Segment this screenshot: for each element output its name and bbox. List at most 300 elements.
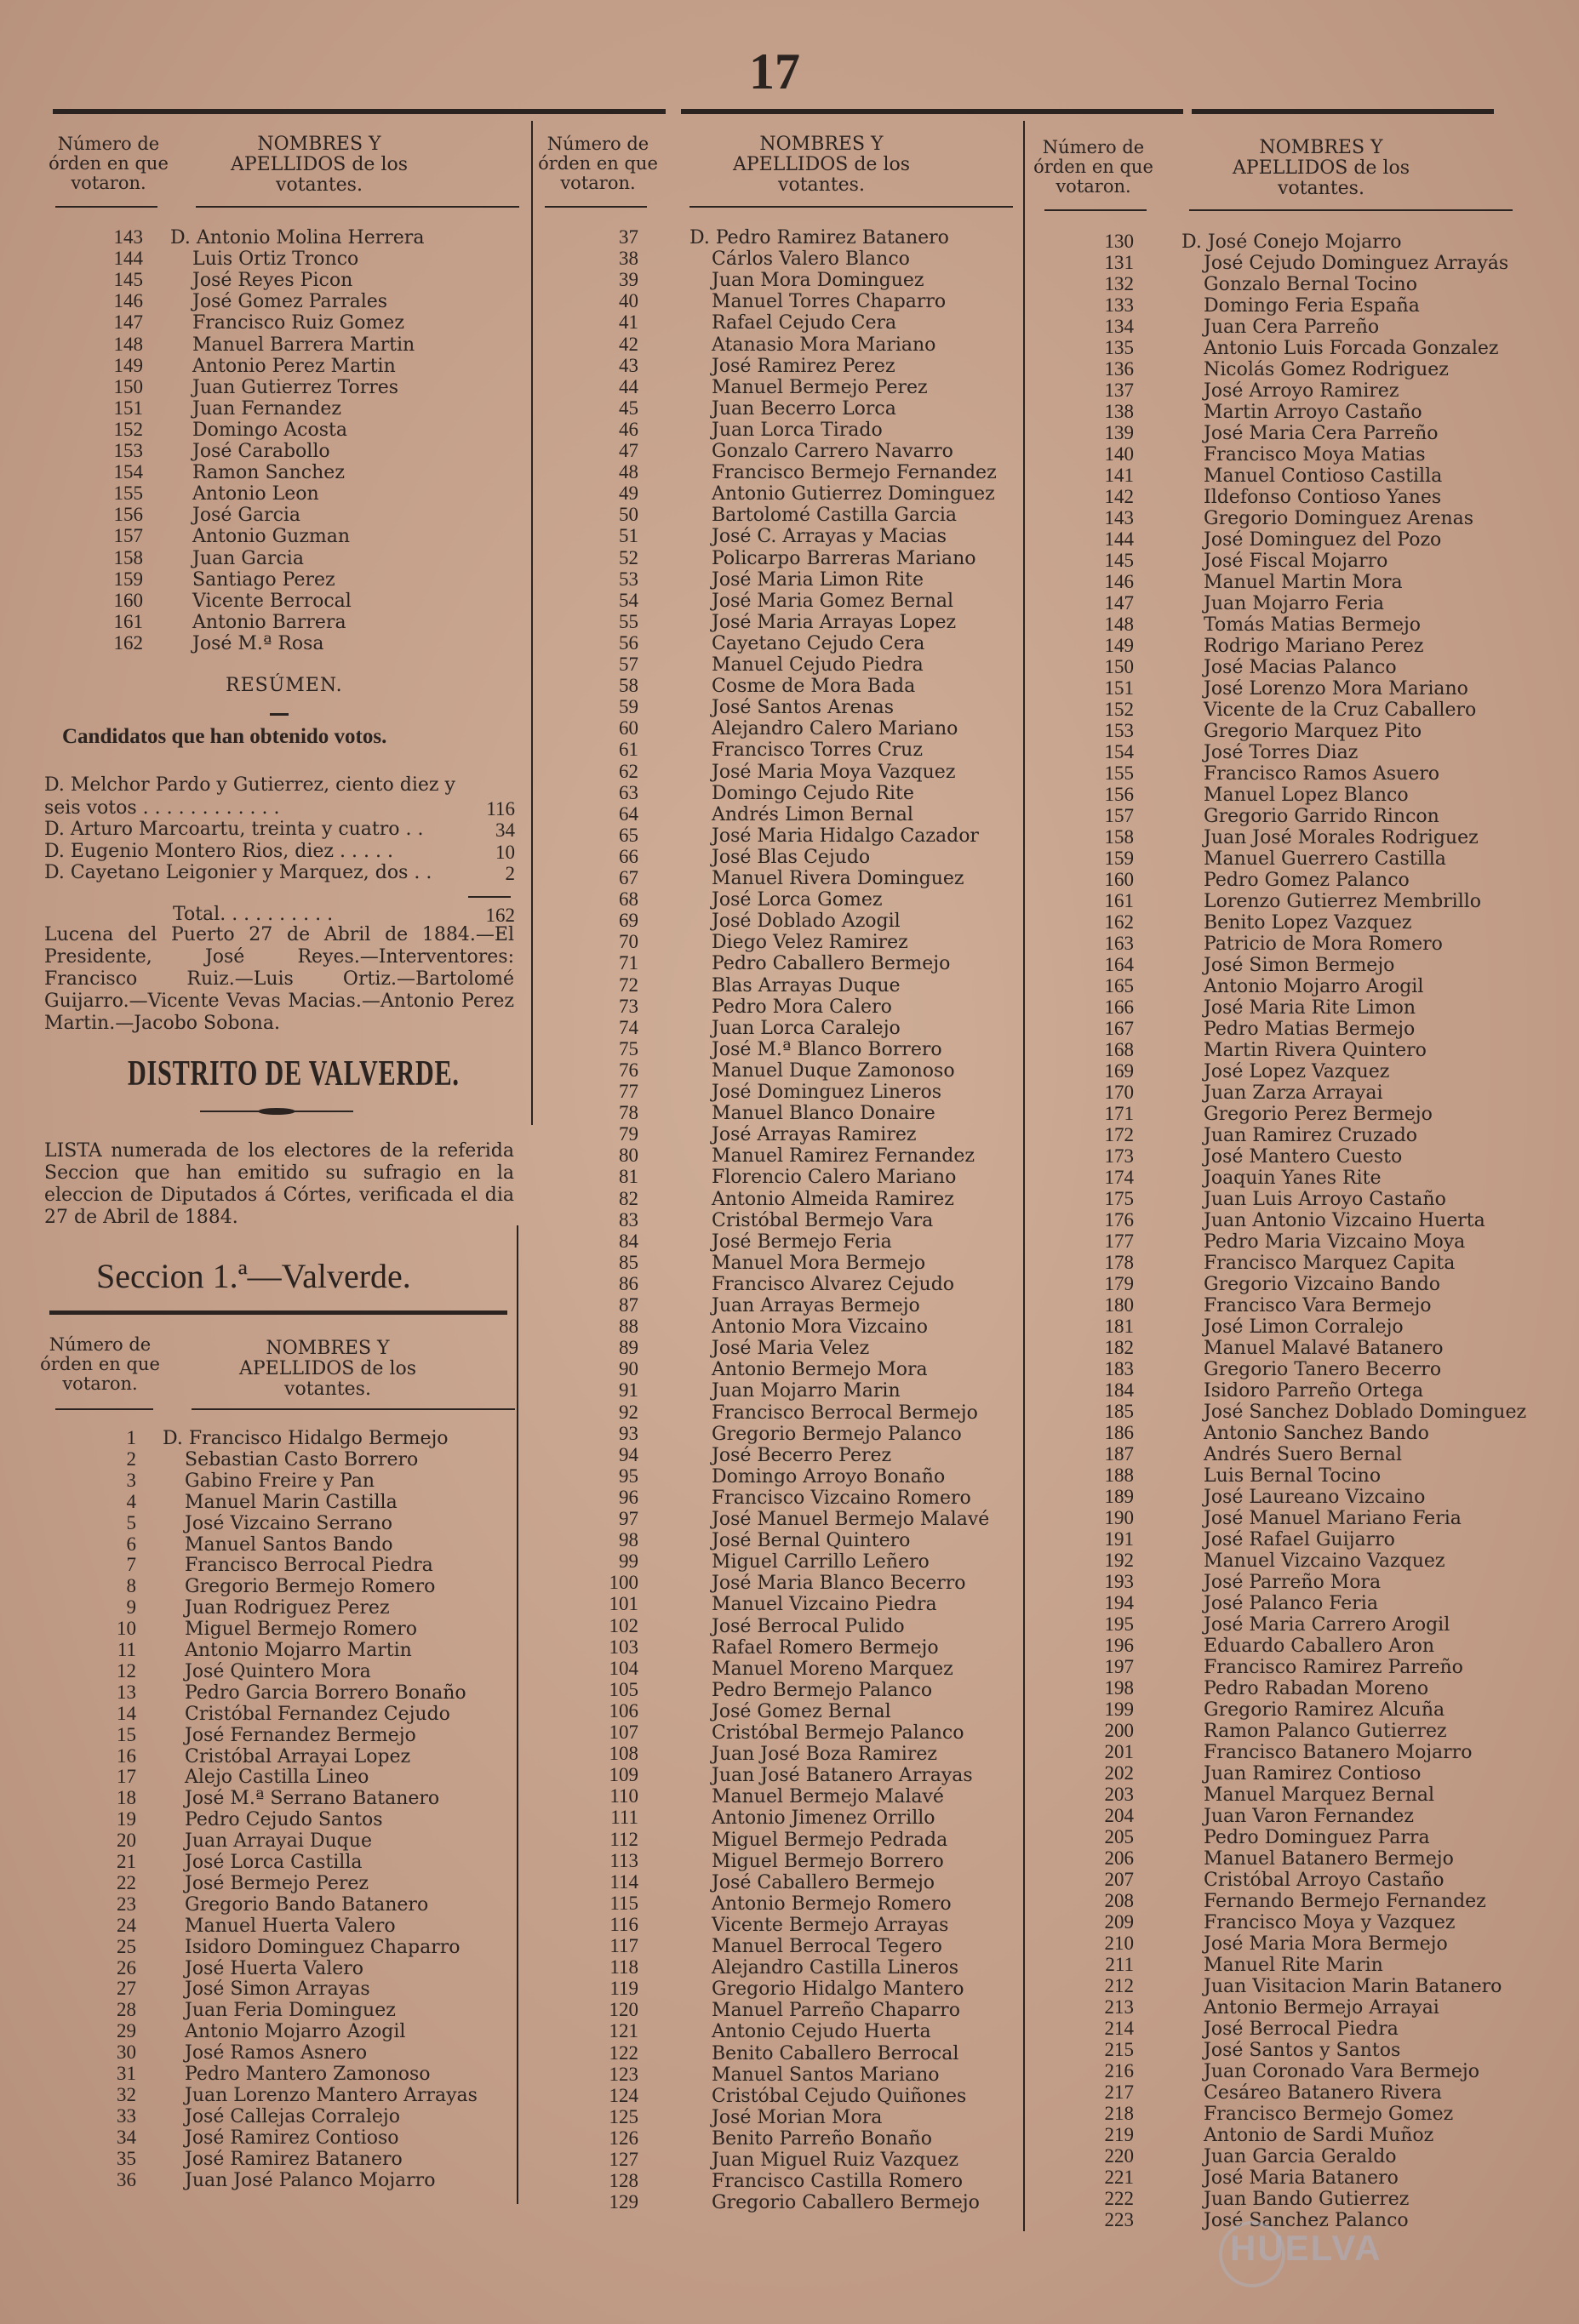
voter-name: Manuel Ramirez Fernandez xyxy=(712,1145,975,1168)
voter-number: 167 xyxy=(1104,1018,1134,1039)
voter-number: 122 xyxy=(609,2041,638,2064)
voter-number: 60 xyxy=(619,717,638,739)
voter-number: 165 xyxy=(1104,975,1134,996)
voter-name: Policarpo Barreras Mariano xyxy=(712,547,976,569)
voter-row xyxy=(579,1487,971,1508)
voter-row xyxy=(1073,826,1479,848)
voter-row xyxy=(1073,337,1498,358)
voter-row xyxy=(60,1745,410,1767)
voter-row xyxy=(1073,2188,1409,2209)
voter-number: 190 xyxy=(1104,1507,1134,1528)
voter-number: 104 xyxy=(609,1657,638,1679)
voter-row xyxy=(1073,1996,1439,2018)
voter-row xyxy=(1073,1762,1421,1784)
voter-row xyxy=(1073,1550,1445,1571)
voter-row xyxy=(1073,1784,1434,1805)
voter-name: Alejandro Castilla Lineros xyxy=(712,1957,959,1979)
voter-number: 149 xyxy=(113,354,143,376)
voter-row xyxy=(1073,996,1416,1018)
voter-number: 27 xyxy=(117,1978,136,2000)
candidate-line-2: seis votos . . . . . . . . . . . . xyxy=(44,797,280,819)
voter-name: Vicente Bermejo Arrayas xyxy=(712,1914,949,1936)
voter-number: 22 xyxy=(117,1871,136,1893)
voter-number: 92 xyxy=(619,1401,638,1423)
voter-name: José Limon Corralejo xyxy=(1204,1316,1404,1338)
voter-name: Juan Luis Arroyo Castaño xyxy=(1204,1189,1446,1210)
voter-name: Gabino Freire y Pan xyxy=(185,1470,375,1492)
voter-number: 199 xyxy=(1104,1699,1134,1720)
voter-name: Florencio Calero Mariano xyxy=(712,1167,957,1189)
voter-number: 215 xyxy=(1104,2039,1134,2060)
voter-number: 81 xyxy=(619,1166,638,1188)
voter-row xyxy=(1073,1209,1485,1231)
voter-name: Francisco Castilla Romero xyxy=(712,2171,964,2193)
voter-name: Manuel Batanero Bermejo xyxy=(1204,1848,1454,1870)
voter-row xyxy=(579,568,924,590)
voter-number: 53 xyxy=(619,568,638,590)
voter-row xyxy=(1073,294,1420,316)
voter-name: José Bermejo Perez xyxy=(185,1872,369,1894)
voter-number: 189 xyxy=(1104,1486,1134,1507)
voter-row xyxy=(1073,1507,1462,1528)
voter-name: Rafael Romero Bermejo xyxy=(712,1636,939,1659)
voter-number: 202 xyxy=(1104,1762,1134,1784)
voter-row xyxy=(579,1316,928,1337)
voter-number: 80 xyxy=(619,1145,638,1167)
voter-number: 174 xyxy=(1104,1167,1134,1188)
candidates-title: Candidatos que han obtenido votos. xyxy=(62,725,387,748)
voter-number: 118 xyxy=(609,1956,638,1979)
voter-name: José Torres Diaz xyxy=(1204,742,1359,763)
voter-name: Antonio Almeida Ramirez xyxy=(712,1188,954,1210)
voter-number: 32 xyxy=(117,2083,136,2105)
voter-name: Juan Zarza Arrayai xyxy=(1204,1082,1383,1104)
voter-number: 1 xyxy=(126,1427,136,1448)
voter-row xyxy=(60,1491,398,1512)
voter-name: Gregorio Vizcaino Bando xyxy=(1204,1274,1441,1295)
header-col-1-bottom xyxy=(38,1323,515,1424)
voter-number: 101 xyxy=(609,1593,638,1615)
voter-name: José Callejas Corralejo xyxy=(185,2105,400,2127)
voter-name: Alejandro Calero Mariano xyxy=(712,718,958,740)
voter-row xyxy=(60,1851,362,1872)
voter-name: Manuel Marquez Bernal xyxy=(1204,1784,1435,1806)
voter-row xyxy=(68,248,358,269)
voter-number: 146 xyxy=(1104,571,1134,592)
voter-name: José Bernal Quintero xyxy=(712,1530,911,1552)
voter-name: Juan José Morales Rodriguez xyxy=(1204,827,1479,848)
voter-number: 183 xyxy=(1104,1358,1134,1379)
voter-name: Gregorio Tanero Becerro xyxy=(1204,1359,1442,1380)
voter-row xyxy=(579,1444,891,1465)
voter-row xyxy=(68,440,330,461)
voter-name: Cayetano Cejudo Cera xyxy=(712,632,925,654)
voter-row xyxy=(60,2084,478,2105)
voter-number: 218 xyxy=(1104,2103,1134,2124)
voter-name: Benito Caballero Berrocal xyxy=(712,2042,959,2064)
voter-number: 126 xyxy=(609,2127,638,2149)
voter-number: 75 xyxy=(619,1037,638,1059)
voter-number: 196 xyxy=(1104,1635,1134,1656)
voter-number: 211 xyxy=(1105,1954,1134,1975)
voter-name: Gonzalo Bernal Tocino xyxy=(1204,274,1417,295)
voter-number: 78 xyxy=(619,1102,638,1124)
voter-number: 117 xyxy=(609,1935,638,1956)
voter-row xyxy=(1073,1847,1454,1869)
header-rule xyxy=(1044,209,1147,211)
voter-number: 107 xyxy=(609,1722,638,1743)
voter-row xyxy=(579,1658,953,1679)
voter-number: 221 xyxy=(1104,2167,1134,2188)
voter-row xyxy=(1073,550,1387,571)
voter-number: 220 xyxy=(1104,2145,1134,2167)
voter-number: 110 xyxy=(609,1785,638,1807)
voter-row xyxy=(1073,1358,1441,1379)
voter-number: 15 xyxy=(117,1723,136,1745)
voter-number: 214 xyxy=(1104,2018,1134,2039)
voter-row xyxy=(1073,741,1358,762)
voter-name: Lorenzo Gutierrez Membrillo xyxy=(1204,891,1482,912)
voter-name: Gregorio Bando Batanero xyxy=(185,1893,429,1916)
voter-row xyxy=(60,1893,428,1915)
voter-name: Juan José Palanco Mojarro xyxy=(185,2169,436,2191)
candidate-votes-1: 116 xyxy=(486,798,515,819)
candidate-line-5: D. Cayetano Leigonier y Marquez, dos . . xyxy=(44,862,432,883)
voter-number: 52 xyxy=(619,546,638,568)
voter-number: 8 xyxy=(126,1575,136,1597)
voter-number: 179 xyxy=(1104,1273,1134,1294)
voter-row xyxy=(1073,1699,1445,1720)
voter-name: Cristóbal Fernandez Cejudo xyxy=(185,1703,450,1725)
voter-name: Juan Cera Parreño xyxy=(1204,317,1380,338)
voter-name: José Maria Carrero Arogil xyxy=(1204,1614,1450,1636)
voter-number: 65 xyxy=(619,824,638,846)
voter-name: Gregorio Bermejo Romero xyxy=(185,1576,436,1598)
voter-number: 181 xyxy=(1104,1316,1134,1337)
voter-name: José Gomez Bernal xyxy=(712,1700,891,1722)
voter-number: 161 xyxy=(113,610,143,632)
voter-number: 112 xyxy=(609,1828,638,1850)
voter-number: 113 xyxy=(609,1849,638,1871)
total-label: Total. . . . . . . . . . xyxy=(173,904,334,925)
voter-row xyxy=(579,226,949,248)
voter-row xyxy=(579,1038,942,1059)
voter-name: Antonio Mojarro Martin xyxy=(185,1640,412,1661)
voter-name: Gregorio Ramirez Alcuña xyxy=(1204,1699,1445,1721)
voter-number: 154 xyxy=(1104,741,1134,762)
header-rule xyxy=(55,1408,153,1410)
voter-number: 150 xyxy=(113,375,143,397)
voter-number: 51 xyxy=(619,525,638,547)
voter-name: Blas Arrayas Duque xyxy=(712,974,901,996)
voter-number: 3 xyxy=(126,1469,136,1491)
voter-row xyxy=(1073,486,1441,507)
voter-row xyxy=(579,996,892,1017)
voter-name: Tomás Matias Bermejo xyxy=(1204,614,1422,636)
top-rule-3 xyxy=(1192,109,1494,114)
voter-number: 119 xyxy=(609,1978,638,2000)
voter-number: 223 xyxy=(1104,2209,1134,2230)
voter-number: 138 xyxy=(1104,401,1134,422)
voter-name: José Garcia xyxy=(192,505,301,527)
column-divider-1b xyxy=(517,1225,518,2204)
voter-name: Francisco Torres Cruz xyxy=(712,739,923,762)
voter-number: 34 xyxy=(117,2126,136,2148)
voter-name: José Maria Rite Limon xyxy=(1204,997,1416,1019)
voter-number: 109 xyxy=(609,1764,638,1786)
voter-number: 141 xyxy=(1104,465,1134,486)
voter-row xyxy=(60,1618,417,1639)
voter-name: Manuel Moreno Marquez xyxy=(712,1658,953,1680)
voter-name: Francisco Ruiz Gomez xyxy=(192,312,404,334)
voter-name: Francisco Vizcaino Romero xyxy=(712,1487,971,1509)
voter-number: 158 xyxy=(1104,826,1134,848)
voter-name: José Dominguez Lineros xyxy=(712,1082,942,1103)
voter-row xyxy=(579,504,957,525)
voter-number: 95 xyxy=(619,1465,638,1487)
voter-name: Miguel Bermejo Pedrada xyxy=(712,1829,948,1851)
voter-row xyxy=(1073,805,1439,826)
voter-row xyxy=(1073,1656,1463,1677)
voter-number: 102 xyxy=(609,1614,638,1636)
voter-row xyxy=(1073,1826,1430,1847)
voter-number: 6 xyxy=(126,1533,136,1555)
voter-name: José Arrayas Ramirez xyxy=(712,1124,917,1146)
voter-number: 124 xyxy=(609,2084,638,2106)
voter-name: Juan Antonio Vizcaino Huerta xyxy=(1204,1210,1485,1231)
voter-row xyxy=(1073,1443,1402,1465)
voter-row xyxy=(1073,1571,1381,1592)
voter-name: Andrés Limon Bernal xyxy=(712,803,913,825)
voter-number: 144 xyxy=(113,248,143,270)
voter-name: Domingo Arroyo Bonaño xyxy=(712,1465,946,1487)
voter-number: 58 xyxy=(619,675,638,697)
voter-name: José Arroyo Ramirez xyxy=(1204,380,1399,402)
voter-name: Benito Lopez Vazquez xyxy=(1204,912,1412,934)
voter-row xyxy=(1073,252,1508,273)
voter-number: 135 xyxy=(1104,337,1134,358)
voter-number: 20 xyxy=(117,1830,136,1852)
voter-row xyxy=(579,931,908,952)
voter-name: José Quintero Mora xyxy=(185,1660,371,1682)
voter-number: 86 xyxy=(619,1272,638,1294)
voter-name: Nicolás Gomez Rodriguez xyxy=(1204,359,1449,380)
voter-number: 209 xyxy=(1104,1911,1134,1933)
voter-number: 29 xyxy=(117,2020,136,2042)
voter-name: Juan José Boza Ramirez xyxy=(712,1744,937,1766)
voter-number: 93 xyxy=(619,1422,638,1444)
voter-number: 44 xyxy=(619,375,638,397)
voter-number: 49 xyxy=(619,483,638,505)
voter-row xyxy=(579,675,915,696)
voter-number: 47 xyxy=(619,440,638,461)
voter-row xyxy=(1073,1379,1423,1401)
voter-name: José Laureano Vizcaino xyxy=(1204,1487,1426,1508)
voter-row xyxy=(1073,1316,1404,1337)
voter-row xyxy=(1073,1592,1378,1613)
voter-row xyxy=(68,504,300,525)
voter-row xyxy=(1073,1231,1465,1252)
voter-row xyxy=(1073,1124,1417,1145)
voter-number: 67 xyxy=(619,867,638,888)
voter-name: Antonio Bermejo Romero xyxy=(712,1893,952,1915)
voter-name: Isidoro Parreño Ortega xyxy=(1204,1380,1424,1402)
voter-name: Francisco Batanero Mojarro xyxy=(1204,1742,1473,1763)
voter-row xyxy=(1073,2060,1479,2081)
voter-name: José Ramos Asnero xyxy=(185,2042,368,2064)
voter-row xyxy=(60,1830,372,1851)
voter-number: 192 xyxy=(1104,1550,1134,1571)
voter-row xyxy=(68,461,345,483)
voter-name: Gregorio Marquez Pito xyxy=(1204,721,1422,742)
voter-number: 157 xyxy=(1104,805,1134,826)
voter-row xyxy=(1073,848,1446,869)
voter-name: Pedro Matias Bermejo xyxy=(1204,1019,1416,1040)
voter-name: Pedro Mora Calero xyxy=(712,996,892,1018)
voter-number: 184 xyxy=(1104,1379,1134,1401)
voter-row xyxy=(579,1145,975,1166)
voter-number: 168 xyxy=(1104,1039,1134,1060)
voter-number: 2 xyxy=(126,1448,136,1470)
voter-row xyxy=(1073,677,1468,699)
voter-number: 105 xyxy=(609,1678,638,1700)
voter-row xyxy=(1073,890,1481,911)
voter-name: Manuel Vizcaino Vazquez xyxy=(1204,1550,1445,1572)
voter-number: 161 xyxy=(1104,890,1134,911)
voter-number: 219 xyxy=(1104,2124,1134,2145)
voter-row xyxy=(1073,911,1411,933)
voter-number: 63 xyxy=(619,781,638,803)
voter-name: Manuel Santos Mariano xyxy=(712,2064,940,2086)
voter-name: Juan Mojarro Feria xyxy=(1204,593,1384,614)
voter-row xyxy=(579,1231,892,1252)
voter-number: 216 xyxy=(1104,2060,1134,2081)
voter-number: 217 xyxy=(1104,2081,1134,2103)
voter-name: D. Francisco Hidalgo Bermejo xyxy=(163,1428,449,1449)
voter-name: Juan Arrayas Bermejo xyxy=(712,1295,920,1316)
voter-name: José Sanchez Palanco xyxy=(1204,2210,1409,2231)
voter-number: 134 xyxy=(1104,316,1134,337)
voter-number: 145 xyxy=(113,269,143,291)
voter-row xyxy=(68,525,350,546)
voter-name: Sebastian Casto Borrero xyxy=(185,1448,419,1470)
voter-number: 76 xyxy=(619,1059,638,1081)
voter-name: Domingo Cejudo Rite xyxy=(712,782,914,804)
voter-row xyxy=(579,782,914,803)
voter-name: José Carabollo xyxy=(192,441,330,462)
column-divider-2 xyxy=(1023,121,1025,2231)
voter-name: Ramon Palanco Gutierrez xyxy=(1204,1721,1447,1742)
lista-paragraph: LISTA numerada de los electores de la referida Seccion que han emitido su sufragio en la eleccion de Diputados á Córtes, verificada el dia 27 de Abril de 1884. xyxy=(44,1140,514,1228)
voter-row xyxy=(1073,443,1426,465)
voter-row xyxy=(1073,1337,1443,1358)
voter-row xyxy=(60,1639,412,1660)
voter-row xyxy=(579,2191,980,2213)
voter-row xyxy=(1073,933,1443,954)
voter-number: 7 xyxy=(126,1554,136,1576)
voter-name: Manuel Vizcaino Piedra xyxy=(712,1594,937,1616)
voter-name: Juan Ramirez Contioso xyxy=(1204,1763,1422,1784)
voter-name: Francisco Moya y Vazquez xyxy=(1204,1912,1456,1933)
voter-row xyxy=(1073,699,1476,720)
voter-number: 140 xyxy=(1104,443,1134,465)
voter-name: José Ramirez Perez xyxy=(712,355,895,377)
voter-number: 57 xyxy=(619,654,638,675)
voter-row xyxy=(60,1596,390,1618)
voter-row xyxy=(579,525,947,546)
voter-number: 108 xyxy=(609,1743,638,1765)
voter-row xyxy=(579,1188,954,1209)
voter-number: 162 xyxy=(1104,911,1134,933)
voter-name: Manuel Berrocal Tegero xyxy=(712,1936,942,1957)
voter-name: Juan Ramirez Cruzado xyxy=(1204,1125,1418,1146)
voter-row xyxy=(60,1957,363,1979)
voter-row xyxy=(1073,2081,1442,2103)
voter-name: Juan Bando Gutierrez xyxy=(1204,2189,1410,2210)
voter-number: 143 xyxy=(113,226,143,248)
voter-number: 139 xyxy=(1104,422,1134,443)
voter-name: José Lopez Vazquez xyxy=(1204,1061,1390,1082)
voter-row xyxy=(579,952,950,974)
voter-row xyxy=(60,1915,396,1936)
voter-row xyxy=(1073,1188,1446,1209)
voter-row xyxy=(1073,1422,1429,1443)
voter-name: José Bermejo Feria xyxy=(712,1231,892,1253)
voter-row xyxy=(60,1766,369,1787)
voter-row xyxy=(60,2020,405,2041)
voter-name: Bartolomé Castilla Garcia xyxy=(712,505,958,527)
voter-row xyxy=(579,397,896,419)
voter-name: José Reyes Picon xyxy=(192,270,353,292)
voter-number: 111 xyxy=(610,1807,638,1829)
voter-row xyxy=(1073,1103,1433,1124)
voter-row xyxy=(579,1529,910,1550)
voter-number: 173 xyxy=(1104,1145,1134,1167)
voter-name: José M.ª Serrano Batanero xyxy=(185,1788,440,1810)
voter-number: 87 xyxy=(619,1294,638,1316)
header-col-3 xyxy=(1032,117,1525,218)
voter-row xyxy=(60,2169,435,2190)
voter-row xyxy=(60,1660,371,1682)
header-rule xyxy=(1189,209,1513,211)
voter-number: 36 xyxy=(117,2168,136,2190)
voter-number: 50 xyxy=(619,504,638,526)
voter-row xyxy=(1073,1528,1395,1550)
voter-row xyxy=(1073,1613,1450,1635)
voter-name: José Doblado Azogil xyxy=(712,911,901,933)
voter-number: 38 xyxy=(619,248,638,270)
voter-row xyxy=(1073,1890,1486,1911)
voter-name: Santiago Perez xyxy=(192,568,335,591)
voter-name: José Manuel Bermejo Malavé xyxy=(712,1509,990,1530)
voter-name: José Lorca Castilla xyxy=(185,1852,363,1873)
top-rule-2 xyxy=(681,109,1183,114)
candidate-line-4: D. Eugenio Montero Rios, diez . . . . . xyxy=(44,841,393,862)
voter-row xyxy=(579,1209,933,1231)
voter-number: 64 xyxy=(619,802,638,825)
voter-row xyxy=(1073,784,1409,805)
voter-number: 222 xyxy=(1104,2188,1134,2209)
voter-number: 127 xyxy=(609,2149,638,2170)
voter-name: Francisco Ramos Asuero xyxy=(1204,763,1439,785)
voter-number: 150 xyxy=(1104,656,1134,677)
voter-number: 152 xyxy=(1104,699,1134,720)
voter-name: Manuel Marin Castilla xyxy=(185,1491,398,1513)
voter-number: 74 xyxy=(619,1016,638,1038)
voter-number: 66 xyxy=(619,845,638,867)
voter-row xyxy=(1073,358,1449,380)
voter-row xyxy=(579,1572,966,1593)
